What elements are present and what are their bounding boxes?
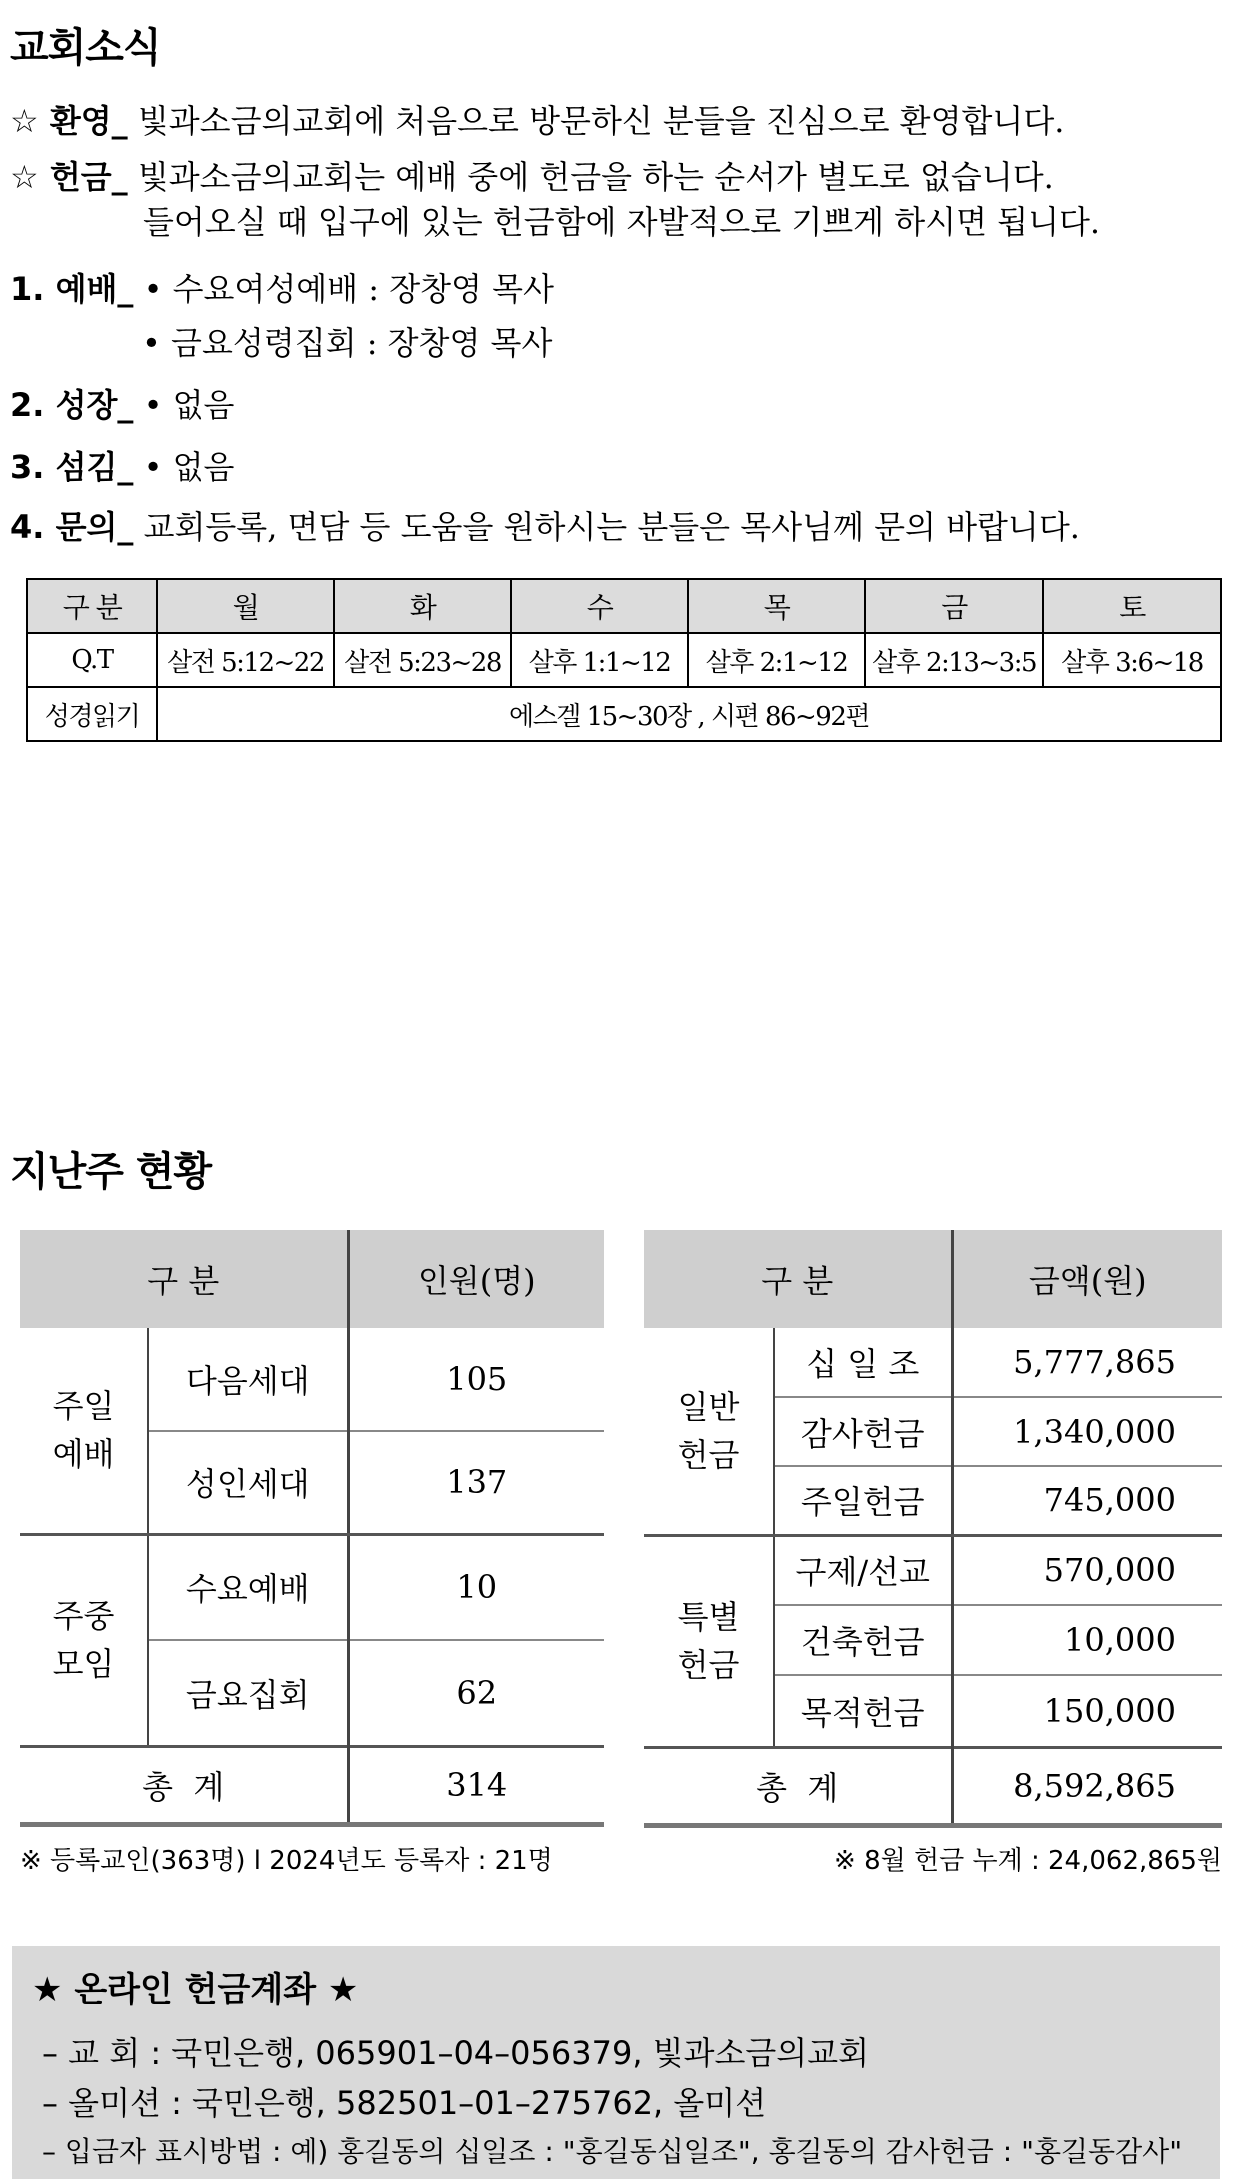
growth-text: • 없음 (143, 386, 235, 424)
offering-row-value: 5,777,865 (952, 1328, 1222, 1397)
attendance-row-value: 10 (348, 1534, 604, 1640)
worship-item-2: • 금요성령집회 : 장창영 목사 (142, 324, 553, 362)
offering-row-label: 목적헌금 (774, 1675, 952, 1747)
account-allmission: – 올미션 : 국민은행, 582501–01–275762, 올미션 (42, 2084, 767, 2122)
qt-value-cell: 살후 3:6~18 (1043, 633, 1221, 687)
offering-total-label: 총 계 (644, 1747, 952, 1825)
reading-label-cell: 성경읽기 (27, 687, 157, 741)
attendance-row-value: 105 (348, 1328, 604, 1431)
attendance-total-value: 314 (348, 1746, 604, 1824)
qt-header-cell: 금 (865, 579, 1043, 633)
offering-line (10, 152, 1054, 198)
growth-label: 2. 성장_ (10, 386, 134, 424)
attendance-group-sunday: 주일 예배 (20, 1328, 148, 1534)
offering-text-2: 들어오실 때 입구에 있는 헌금함에 자발적으로 기쁘게 하시면 됩니다. (143, 203, 1101, 241)
qt-label-cell: Q.T (27, 633, 157, 687)
qt-table (26, 578, 1222, 742)
offering-row-label: 구제/선교 (774, 1535, 952, 1605)
offering-group-special: 특별 헌금 (644, 1535, 774, 1747)
service-line (10, 442, 234, 488)
offering-text-1: 빛과소금의교회는 예배 중에 헌금을 하는 순서가 별도로 없습니다. (137, 158, 1054, 196)
offering-row-label: 십 일 조 (774, 1328, 952, 1397)
deposit-name-guide: – 입금자 표시방법 : 예) 홍길동의 십일조 : "홍길동십일조", 홍길동의 감사헌금 : "홍길동감사" (42, 2135, 1183, 2168)
offering-total-value: 8,592,865 (952, 1747, 1222, 1825)
offering-row-label: 감사헌금 (774, 1397, 952, 1466)
qt-value-cell: 살후 2:1~12 (688, 633, 865, 687)
offering-header-category: 구 분 (644, 1230, 952, 1328)
qt-row (27, 633, 1221, 687)
welcome-text: 빛과소금의교회에 처음으로 방문하신 분들을 진심으로 환영합니다. (137, 102, 1065, 140)
attendance-row-value: 137 (348, 1431, 604, 1534)
qt-value-cell: 살전 5:23~28 (334, 633, 511, 687)
online-offering-title: ★ 온라인 헌금계좌 ★ (32, 1970, 359, 2010)
offering-table (644, 1230, 1222, 1828)
attendance-group-weekday: 주중 모임 (20, 1534, 148, 1746)
welcome-line (10, 96, 1064, 142)
offering-row-label: 건축헌금 (774, 1605, 952, 1675)
qt-header-cell: 구 분 (27, 579, 157, 633)
offering-label: ☆ 헌금_ (10, 158, 128, 196)
inquiry-text: 교회등록, 면담 등 도움을 원하시는 분들은 목사님께 문의 바랍니다. (143, 508, 1080, 546)
attendance-header-category: 구 분 (20, 1230, 348, 1328)
attendance-row-label: 금요집회 (148, 1640, 348, 1746)
qt-header-cell: 월 (157, 579, 334, 633)
attendance-row-label: 수요예배 (148, 1534, 348, 1640)
offering-row-value: 570,000 (952, 1535, 1222, 1605)
qt-header-cell: 화 (334, 579, 511, 633)
offering-header-amount: 금액(원) (952, 1230, 1222, 1328)
offering-group-general: 일반 헌금 (644, 1328, 774, 1535)
inquiry-line (10, 502, 1080, 548)
worship-line (10, 264, 554, 310)
online-offering-box (12, 1946, 1220, 2179)
attendance-total-label: 총 계 (20, 1746, 348, 1824)
offering-note: ※ 8월 헌금 누계 : 24,062,865원 (834, 1846, 1222, 1876)
table-row (644, 1535, 1222, 1605)
church-news-title: 교회소식 (10, 25, 161, 71)
table-row (644, 1328, 1222, 1397)
reading-value-cell: 에스겔 15~30장 , 시편 86~92편 (157, 687, 1221, 741)
service-text: • 없음 (143, 448, 235, 486)
attendance-header-count: 인원(명) (348, 1230, 604, 1328)
qt-header-cell: 목 (688, 579, 865, 633)
qt-value-cell: 살후 1:1~12 (511, 633, 688, 687)
offering-row-value: 1,340,000 (952, 1397, 1222, 1466)
offering-header-row (644, 1230, 1222, 1328)
offering-row-label: 주일헌금 (774, 1466, 952, 1535)
service-label: 3. 섬김_ (10, 448, 134, 486)
last-week-title: 지난주 현황 (10, 1149, 212, 1195)
qt-header-cell: 수 (511, 579, 688, 633)
table-row (20, 1328, 604, 1431)
worship-item-1: • 수요여성예배 : 장창영 목사 (143, 270, 554, 308)
attendance-header-row (20, 1230, 604, 1328)
attendance-row-label: 다음세대 (148, 1328, 348, 1431)
offering-row-value: 150,000 (1043, 1691, 1176, 1730)
reading-row (27, 687, 1221, 741)
worship-label: 1. 예배_ (10, 270, 134, 308)
attendance-note: ※ 등록교인(363명) l 2024년도 등록자 : 21명 (20, 1846, 553, 1876)
growth-line (10, 380, 234, 426)
offering-total-row (644, 1747, 1222, 1825)
attendance-row-label: 성인세대 (148, 1431, 348, 1534)
offering-row-value: 10,000 (952, 1605, 1222, 1675)
qt-value-cell: 살후 2:13~3:5 (865, 633, 1043, 687)
attendance-table (20, 1230, 604, 1827)
offering-row-value: 745,000 (952, 1466, 1222, 1535)
account-church: – 교 회 : 국민은행, 065901–04–056379, 빛과소금의교회 (42, 2034, 870, 2072)
inquiry-label: 4. 문의_ (10, 508, 134, 546)
welcome-label: ☆ 환영_ (10, 102, 128, 140)
qt-header-cell: 토 (1043, 579, 1221, 633)
table-row (20, 1534, 604, 1640)
qt-header-row (27, 579, 1221, 633)
attendance-row-value: 62 (456, 1673, 498, 1712)
qt-value-cell: 살전 5:12~22 (157, 633, 334, 687)
attendance-total-row (20, 1746, 604, 1824)
